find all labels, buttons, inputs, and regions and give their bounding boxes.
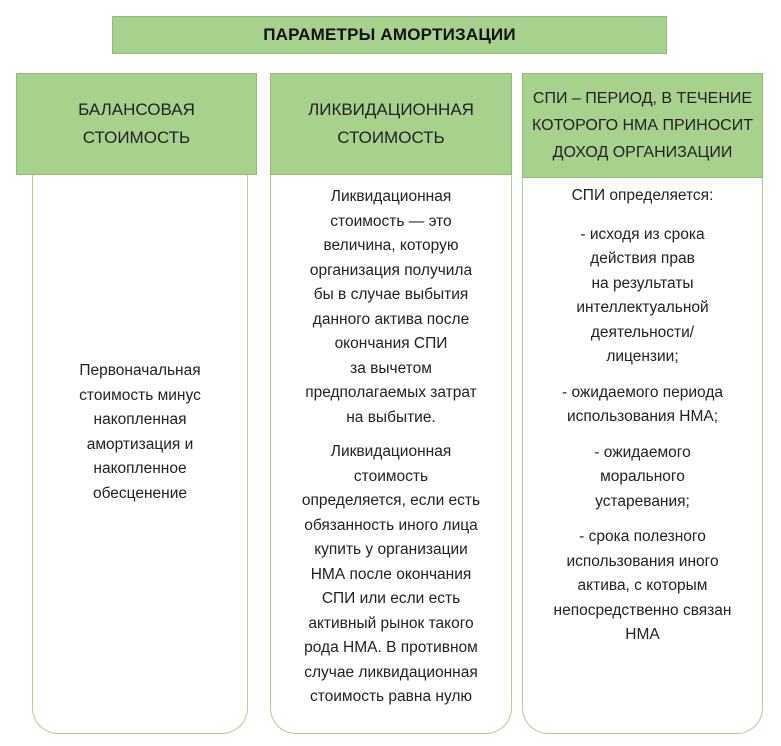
text-line: организация получила xyxy=(309,261,473,279)
column-text-book-value xyxy=(40,359,240,506)
text-line: стоимость xyxy=(353,467,429,485)
text-line: величина, которую xyxy=(323,237,459,254)
text-line: определяется, если есть xyxy=(301,492,481,509)
column-header-book-value xyxy=(16,73,257,175)
text-line: Ликвидационная xyxy=(330,443,452,460)
header-line: КОТОРОГО НМА ПРИНОСИТ xyxy=(531,117,753,134)
text-line: НМА xyxy=(625,626,660,643)
text-line: Первоначальная xyxy=(79,362,201,379)
text-line: обесценение xyxy=(92,484,188,502)
text-line: накопленное xyxy=(93,460,187,477)
text-line: бы в случае выбытия xyxy=(313,286,469,303)
text-line: стоимость равна нулю xyxy=(309,688,473,705)
text-line: - исходя из срока xyxy=(580,225,705,243)
header-line: СПИ – ПЕРИОД, В ТЕЧЕНИЕ xyxy=(532,90,753,107)
text-line: СПИ или если есть xyxy=(321,590,461,607)
text-line: данного актива после xyxy=(312,310,470,328)
text-line: случае ликвидационная xyxy=(304,663,478,681)
text-line: накопленная xyxy=(93,411,187,428)
text-line: активный рынок такого xyxy=(308,614,474,632)
text-line: НМА после окончания xyxy=(310,565,472,583)
column-header-liquidation-value xyxy=(270,73,512,175)
header-line: СТОИМОСТЬ xyxy=(337,128,445,147)
text-line: устаревания; xyxy=(595,492,690,510)
text-line: - ожидаемого xyxy=(594,443,691,461)
text-line: СПИ определяется: xyxy=(571,187,714,204)
text-line: непосредственно связан xyxy=(553,601,732,619)
header-line: СТОИМОСТЬ xyxy=(82,128,191,147)
text-line: на выбытие. xyxy=(346,408,436,426)
page-title: ПАРАМЕТРЫ АМОРТИЗАЦИИ xyxy=(112,16,667,54)
text-line: за вычетом xyxy=(350,359,432,377)
text-line: купить у организации xyxy=(314,541,468,558)
text-line: интеллектуальной xyxy=(576,299,709,316)
text-line: Ликвидационная xyxy=(330,188,452,205)
text-line: актива, с которым xyxy=(577,577,708,594)
text-line: - срока полезного xyxy=(579,528,706,545)
text-line: рода НМА. В противном xyxy=(304,639,478,656)
paragraph xyxy=(530,441,755,515)
text-line: лицензии; xyxy=(606,348,679,365)
column-text-useful-life xyxy=(530,184,755,648)
text-line: обязанность иного лица xyxy=(304,516,478,534)
paragraph xyxy=(530,525,755,648)
text-line: предполагаемых затрат xyxy=(305,384,477,401)
paragraph xyxy=(276,440,506,710)
paragraph xyxy=(40,359,240,506)
text-line: деятельности/ xyxy=(590,323,695,341)
text-line: морального xyxy=(600,468,685,485)
paragraph xyxy=(530,381,755,430)
text-line: действия прав xyxy=(590,250,695,267)
header-line: БАЛАНСОВАЯ xyxy=(78,100,195,119)
column-text-liquidation-value xyxy=(276,185,506,710)
header-line: ЛИКВИДАЦИОННАЯ xyxy=(308,100,474,119)
text-line: стоимость минус xyxy=(79,386,201,404)
column-header-useful-life xyxy=(522,73,763,178)
text-line: использования иного xyxy=(566,552,719,570)
text-line: окончания СПИ xyxy=(334,335,448,352)
paragraph xyxy=(276,185,506,430)
text-line: - ожидаемого периода xyxy=(562,383,723,401)
text-line: амортизация и xyxy=(86,435,194,453)
text-line: стоимость — это xyxy=(330,212,452,230)
paragraph xyxy=(530,184,755,209)
text-line: на результаты xyxy=(591,274,694,292)
paragraph xyxy=(530,223,755,370)
text-line: использования НМА; xyxy=(566,408,719,425)
header-line: ДОХОД ОРГАНИЗАЦИИ xyxy=(552,144,733,161)
